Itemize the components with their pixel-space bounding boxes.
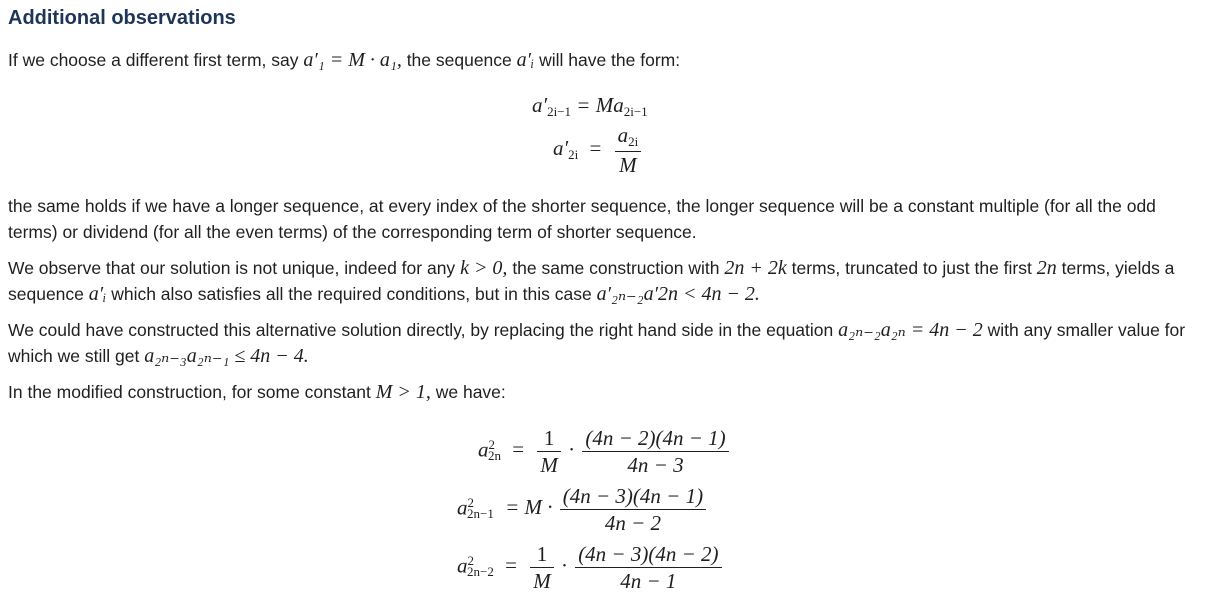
eq2-r3-sub: 2n−2 (467, 564, 494, 580)
eq2-r3-den: 4n − 1 (620, 569, 677, 593)
equation-a2n-1-squared (457, 483, 708, 536)
eq2-r3-sup: 2 (467, 553, 474, 569)
p5-math-a: M > 1, (375, 381, 431, 403)
p3-math-c: 2n (1036, 257, 1057, 279)
p3-text-a: We observe that our solution is not unique, indeed for any (8, 258, 456, 278)
eq2-r3-fraction (575, 541, 721, 594)
p4-math-b: a₂ₙ₋₃a₂ₙ₋₁ ≤ 4n − 4. (144, 345, 309, 367)
p5-text-a: In the modified construction, for some constant (8, 382, 371, 402)
eq2-r1-const-fraction (537, 425, 561, 478)
p3-text-c: terms, truncated to just the first (791, 258, 1032, 278)
equation-even-term: a′2i = $\frac{a2i}{M}$ (553, 122, 643, 178)
p4-math-a: a₂ₙ₋₂a₂ₙ = 4n − 2 (838, 319, 983, 341)
eq2-r1-sub: 2n (488, 448, 501, 464)
p3-math-d: a′ᵢ (88, 283, 107, 305)
paragraph-first-term (8, 47, 1204, 73)
paragraph-not-unique (8, 255, 1204, 307)
eq2-r1-lhs: a (478, 437, 489, 462)
eq2-r1-const-den: M (540, 453, 558, 477)
p3-math-a: k > 0, (460, 257, 508, 279)
section-heading: Additional observations (8, 7, 236, 29)
paragraph-modified-construction (8, 379, 1204, 405)
eq2-r1-num: (4n − 2)(4n − 1) (582, 425, 728, 452)
eq2-r2-num: (4n − 3)(4n − 1) (560, 483, 706, 510)
eq2-r3-num: (4n − 3)(4n − 2) (575, 541, 721, 568)
equation-a2n-2-squared: $a^22n-2$ = $\frac{1}{M}$ · $\frac{(4n - 3)(4n - 2)}{4n - 1}$ (457, 541, 724, 594)
eq2-r3-lhs: a (457, 553, 468, 578)
p3-text-e: which also satisfies all the required conditions, but in this case (111, 284, 592, 304)
eq2-r2-sub: 2n−1 (467, 506, 494, 522)
p1-text-a: If we choose a different first term, say (8, 50, 299, 70)
eq1-line1-rhs: = Ma (576, 93, 624, 117)
p3-math-b: 2n + 2k (724, 257, 787, 279)
eq2-r2-sup: 2 (467, 495, 474, 511)
eq1-fraction (615, 122, 642, 178)
p5-text-b: we have: (435, 382, 506, 402)
p1-math-a: a′₁ = M · a₁, (303, 49, 402, 71)
p4-text-a: We could have constructed this alternative solution directly, by replacing the right hand side in the equation (8, 320, 834, 340)
p1-text-c: will have the form: (539, 50, 681, 70)
eq2-r1-den: 4n − 3 (627, 453, 684, 477)
eq1-frac-num: a (617, 123, 629, 147)
eq1-frac-num-sub: 2i (628, 134, 639, 149)
eq2-r1-fraction (582, 425, 728, 478)
p3-text-b: the same construction with (512, 258, 720, 278)
p1-math-b: a′ᵢ (516, 49, 535, 71)
eq2-r2-lhs: a (457, 495, 468, 520)
paragraph-longer-sequence: the same holds if we have a longer sequence, at every index of the shorter sequence, the longer sequence will be a constant multiple (for all the odd terms) or dividend (for all the even terms) of the corresponding term of shorter sequence. (8, 196, 1156, 242)
p3-math-e: a′₂ₙ₋₂a′2n < 4n − 2. (596, 283, 760, 305)
eq2-r2-den: 4n − 2 (604, 511, 662, 535)
p4-text-c: smaller value for which we still get (8, 320, 1186, 366)
p3-text-d: terms, yields a sequence (8, 258, 1175, 304)
paragraph-alternative-solution (8, 317, 1204, 369)
eq2-r3-const-num: 1 (530, 541, 554, 568)
p4-text-b: with any (987, 320, 1052, 340)
eq2-r2-fraction (560, 483, 706, 536)
eq1-line1-lhs: a′ (532, 93, 548, 117)
eq2-r3-const-den: M (533, 569, 551, 593)
equation-odd-term (532, 93, 648, 118)
eq1-line1-rhs-sub: 2i−1 (623, 104, 648, 119)
p1-text-b: the sequence (406, 50, 512, 70)
eq1-line1-lhs-sub: 2i−1 (547, 104, 572, 119)
eq1-line2-lhs-sub: 2i (568, 146, 579, 162)
eq2-r3-const-fraction (530, 541, 554, 594)
eq1-frac-den: M (619, 153, 637, 177)
eq2-r2-const: = M · (505, 495, 553, 520)
eq2-r1-sup: 2 (488, 437, 495, 453)
eq1-line2-lhs: a′ (553, 135, 569, 160)
eq2-r1-const-num: 1 (537, 425, 561, 452)
equation-a2n-squared: $a^22n$ = $\frac{1}{M}$ · $\frac{(4n - 2)(4n - 1)}{4n - 3}$ (478, 425, 731, 478)
